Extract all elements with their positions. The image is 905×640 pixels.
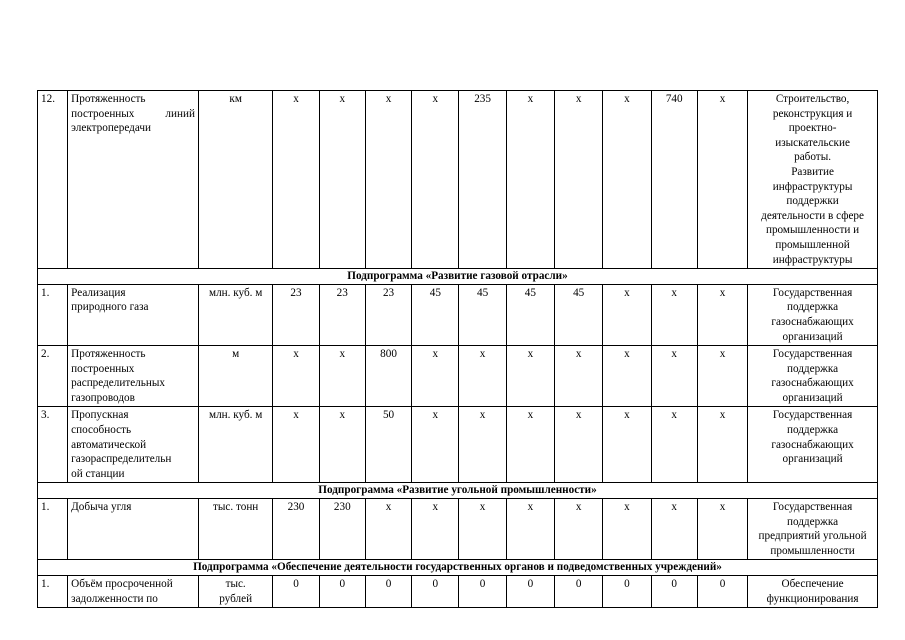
basis-line: работы. (794, 151, 832, 164)
basis-line: организаций (782, 453, 843, 466)
value-cell: х (319, 346, 365, 407)
value-cell: 235 (459, 91, 506, 269)
value-cell: х (506, 499, 554, 560)
basis-line: организаций (782, 330, 843, 343)
value-cell: 230 (319, 499, 365, 560)
value-cell: 45 (412, 284, 459, 345)
value-cell: х (412, 346, 459, 407)
table-row (38, 91, 878, 269)
value-cell: х (273, 346, 319, 407)
basis-cell (748, 91, 878, 269)
name-line: природного газа (71, 301, 149, 314)
table-row (38, 346, 878, 407)
basis-line: поддержка (786, 362, 839, 375)
value-cell: 23 (365, 284, 411, 345)
basis-line: изыскательские (775, 136, 850, 149)
basis-line: газоснабжающих (771, 377, 854, 390)
value-cell: х (651, 407, 697, 483)
name-line: автоматической (71, 438, 147, 451)
indicator-name: Протяженность построенных линий электропередачи (68, 91, 199, 269)
section-title-coal: Подпрограмма «Развитие угольной промышленности» (38, 483, 878, 499)
name-line: распределительных (71, 377, 165, 390)
value-cell: х (555, 91, 603, 269)
row-number: 12. (38, 91, 68, 269)
value-cell: х (273, 91, 319, 269)
row-number: 1. (38, 284, 68, 345)
indicator-name: Добыча угля (68, 499, 199, 560)
basis-cell (748, 407, 878, 483)
value-cell: 0 (365, 576, 411, 608)
value-cell: 800 (365, 346, 411, 407)
basis-line: проектно- (788, 122, 837, 135)
basis-line: Государственная (772, 286, 853, 299)
section-title-gas: Подпрограмма «Развитие газовой отрасли» (38, 269, 878, 285)
value-cell: х (603, 499, 651, 560)
basis-line: предприятий угольной (758, 530, 867, 543)
table-row (38, 499, 878, 560)
value-cell: х (273, 407, 319, 483)
unit-cell (198, 576, 272, 608)
basis-cell (748, 284, 878, 345)
unit-cell: млн. куб. м (198, 284, 272, 345)
value-cell: 0 (459, 576, 506, 608)
basis-line: Обеспечение (781, 578, 844, 590)
value-cell: х (603, 346, 651, 407)
value-cell: х (555, 499, 603, 560)
value-cell: 0 (697, 576, 747, 608)
value-cell: 23 (319, 284, 365, 345)
value-cell: х (697, 407, 747, 483)
value-cell: 0 (273, 576, 319, 608)
value-cell: 45 (555, 284, 603, 345)
section-title-gov: Подпрограмма «Обеспечение деятельности государственных органов и подведомственных учреждений» (38, 560, 878, 576)
value-cell: 0 (319, 576, 365, 608)
basis-line: деятельности в сфере (761, 209, 864, 222)
basis-line: газоснабжающих (771, 315, 854, 328)
unit-cell: млн. куб. м (198, 407, 272, 483)
value-cell: 45 (459, 284, 506, 345)
value-cell: х (506, 346, 554, 407)
basis-line: Строительство, (775, 93, 850, 105)
unit-cell: м (198, 346, 272, 407)
name-line: газораспределительн (71, 453, 172, 466)
basis-line: Государственная (772, 348, 853, 361)
basis-line: функционирования (766, 592, 859, 605)
basis-line: Государственная (772, 409, 853, 422)
basis-line: газоснабжающих (771, 438, 854, 451)
value-cell: х (651, 284, 697, 345)
value-cell: 0 (555, 576, 603, 608)
name-line: ой станции (71, 467, 125, 480)
indicator-name (68, 346, 199, 407)
table-row (38, 284, 878, 345)
indicator-name (68, 284, 199, 345)
value-cell: х (365, 499, 411, 560)
basis-line: промышленной (775, 238, 850, 251)
name-line: задолженности по (71, 592, 158, 605)
basis-cell (748, 346, 878, 407)
name-line: построенных (71, 362, 135, 375)
value-cell: 0 (412, 576, 459, 608)
value-cell: х (506, 91, 554, 269)
value-cell: х (603, 91, 651, 269)
basis-line: инфраструктуры (772, 180, 853, 193)
value-cell: 23 (273, 284, 319, 345)
value-cell: х (555, 346, 603, 407)
value-cell: 740 (651, 91, 697, 269)
row-number: 2. (38, 346, 68, 407)
value-cell: 50 (365, 407, 411, 483)
value-cell: х (459, 499, 506, 560)
name-line: способность (71, 424, 132, 437)
value-cell: 0 (651, 576, 697, 608)
name-line: Реализация (71, 286, 126, 299)
table-row (38, 407, 878, 483)
value-cell: 0 (506, 576, 554, 608)
indicators-table (37, 90, 878, 608)
row-number: 1. (38, 576, 68, 608)
value-cell: 45 (506, 284, 554, 345)
unit-line: рублей (219, 592, 253, 605)
basis-line: промышленности и (765, 224, 860, 237)
basis-line: поддержка (786, 515, 839, 528)
value-cell: х (412, 407, 459, 483)
value-cell: х (603, 407, 651, 483)
value-cell: х (697, 346, 747, 407)
basis-line: Государственная (772, 501, 853, 514)
value-cell: х (506, 407, 554, 483)
basis-cell (748, 576, 878, 608)
value-cell: х (697, 91, 747, 269)
basis-line: инфраструктуры (772, 253, 853, 266)
value-cell: х (651, 346, 697, 407)
value-cell: х (459, 346, 506, 407)
value-cell: х (459, 407, 506, 483)
indicator-name (68, 407, 199, 483)
section-header-row (38, 560, 878, 576)
name-line: Объём просроченной (71, 578, 173, 590)
basis-line: поддержка (786, 301, 839, 314)
basis-line: реконструкция и (772, 107, 853, 120)
value-cell: х (319, 407, 365, 483)
value-cell: х (412, 499, 459, 560)
value-cell: х (365, 91, 411, 269)
value-cell: х (651, 499, 697, 560)
name-line: газопроводов (71, 391, 135, 404)
name-line: Пропускная (71, 409, 129, 422)
row-number: 3. (38, 407, 68, 483)
basis-line: организаций (782, 391, 843, 404)
value-cell: х (555, 407, 603, 483)
unit-cell: км (198, 91, 272, 269)
unit-line: тыс. (225, 578, 246, 590)
indicator-name (68, 576, 199, 608)
section-header-row (38, 269, 878, 285)
basis-line: Развитие (791, 165, 834, 178)
basis-line: промышленности (770, 544, 855, 557)
value-cell: х (697, 499, 747, 560)
basis-line: поддержка (786, 424, 839, 437)
name-line: Протяженность (71, 348, 146, 361)
section-header-row (38, 483, 878, 499)
table-row (38, 576, 878, 608)
value-cell: х (319, 91, 365, 269)
value-cell: 0 (603, 576, 651, 608)
value-cell: 230 (273, 499, 319, 560)
row-number: 1. (38, 499, 68, 560)
basis-cell (748, 499, 878, 560)
basis-line: поддержки (786, 195, 839, 208)
value-cell: х (412, 91, 459, 269)
value-cell: х (697, 284, 747, 345)
unit-cell: тыс. тонн (198, 499, 272, 560)
value-cell: х (603, 284, 651, 345)
